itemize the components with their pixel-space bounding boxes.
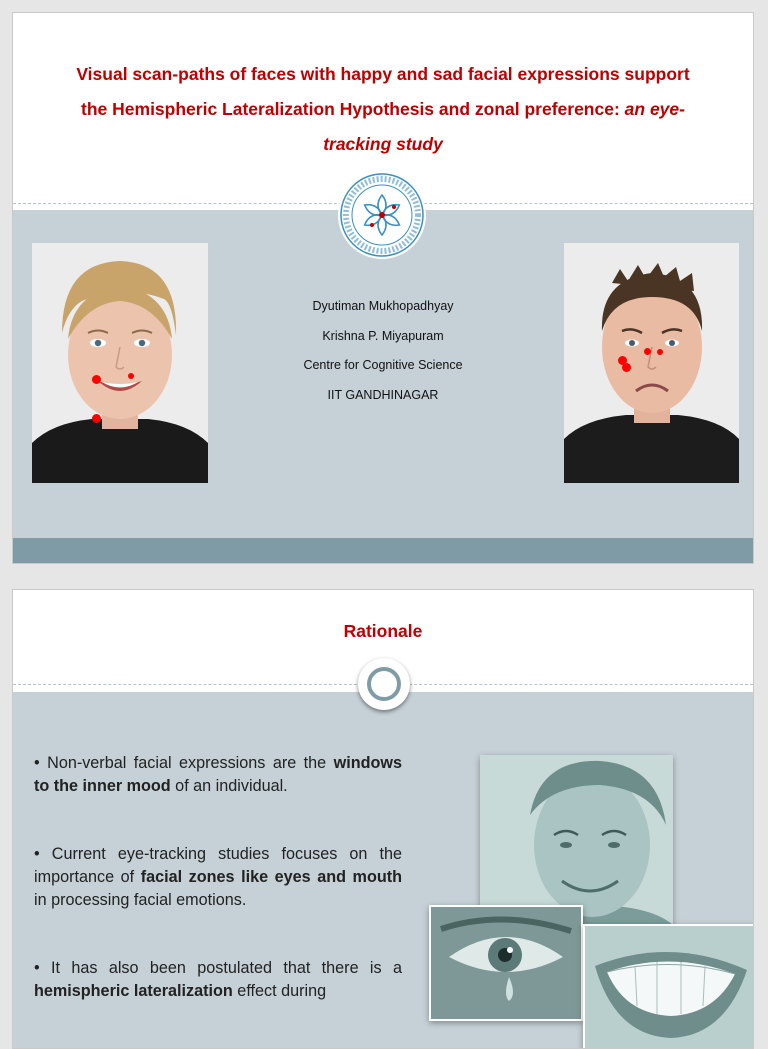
author-block <box>243 292 523 410</box>
affiliation: Centre for Cognitive Science <box>303 358 463 372</box>
title-line-1: Visual scan-paths of faces with happy and sad facial expressions support <box>76 64 690 84</box>
author-2: Krishna P. Miyapuram <box>322 328 444 343</box>
right-photo <box>564 243 739 483</box>
smiling-mouth <box>583 924 754 1049</box>
title-line-2: the Hemispheric Lateralization Hypothesis and zonal preference: an eye- <box>81 99 685 119</box>
tearful-eye <box>429 905 583 1021</box>
fixation-dot <box>644 348 651 355</box>
title-line-3: tracking study <box>323 134 443 154</box>
rationale-slide <box>12 589 754 1049</box>
iit-gandhinagar-logo-icon <box>338 171 426 259</box>
footer-band <box>13 538 753 564</box>
fixation-dot <box>92 414 101 423</box>
left-photo <box>32 243 208 483</box>
fixation-dot <box>622 363 631 372</box>
fixation-dot <box>128 373 134 379</box>
title-slide <box>12 12 754 564</box>
bullet-item: • It has also been postulated that there is a hemispheric lateralization effect during <box>34 959 402 1000</box>
institution: IIT GANDHINAGAR <box>327 387 439 402</box>
slide-title <box>13 57 753 162</box>
bullet-item: • Non-verbal facial expressions are the windows to the inner mood of an individual. <box>34 754 402 795</box>
sad-male-face <box>564 243 739 483</box>
author-1: Dyutiman Mukhopadhyay <box>312 299 454 313</box>
bullet-list <box>34 752 402 1048</box>
bullet-item: • Current eye-tracking studies focuses on the importance of facial zones like eyes and mouth in processing facial emotions. <box>34 845 402 909</box>
slide-title: Rationale <box>343 621 423 641</box>
fixation-dot <box>657 349 663 355</box>
fixation-dot <box>92 375 101 384</box>
happy-female-face <box>32 243 208 483</box>
circle-ring-icon[interactable] <box>358 658 410 710</box>
